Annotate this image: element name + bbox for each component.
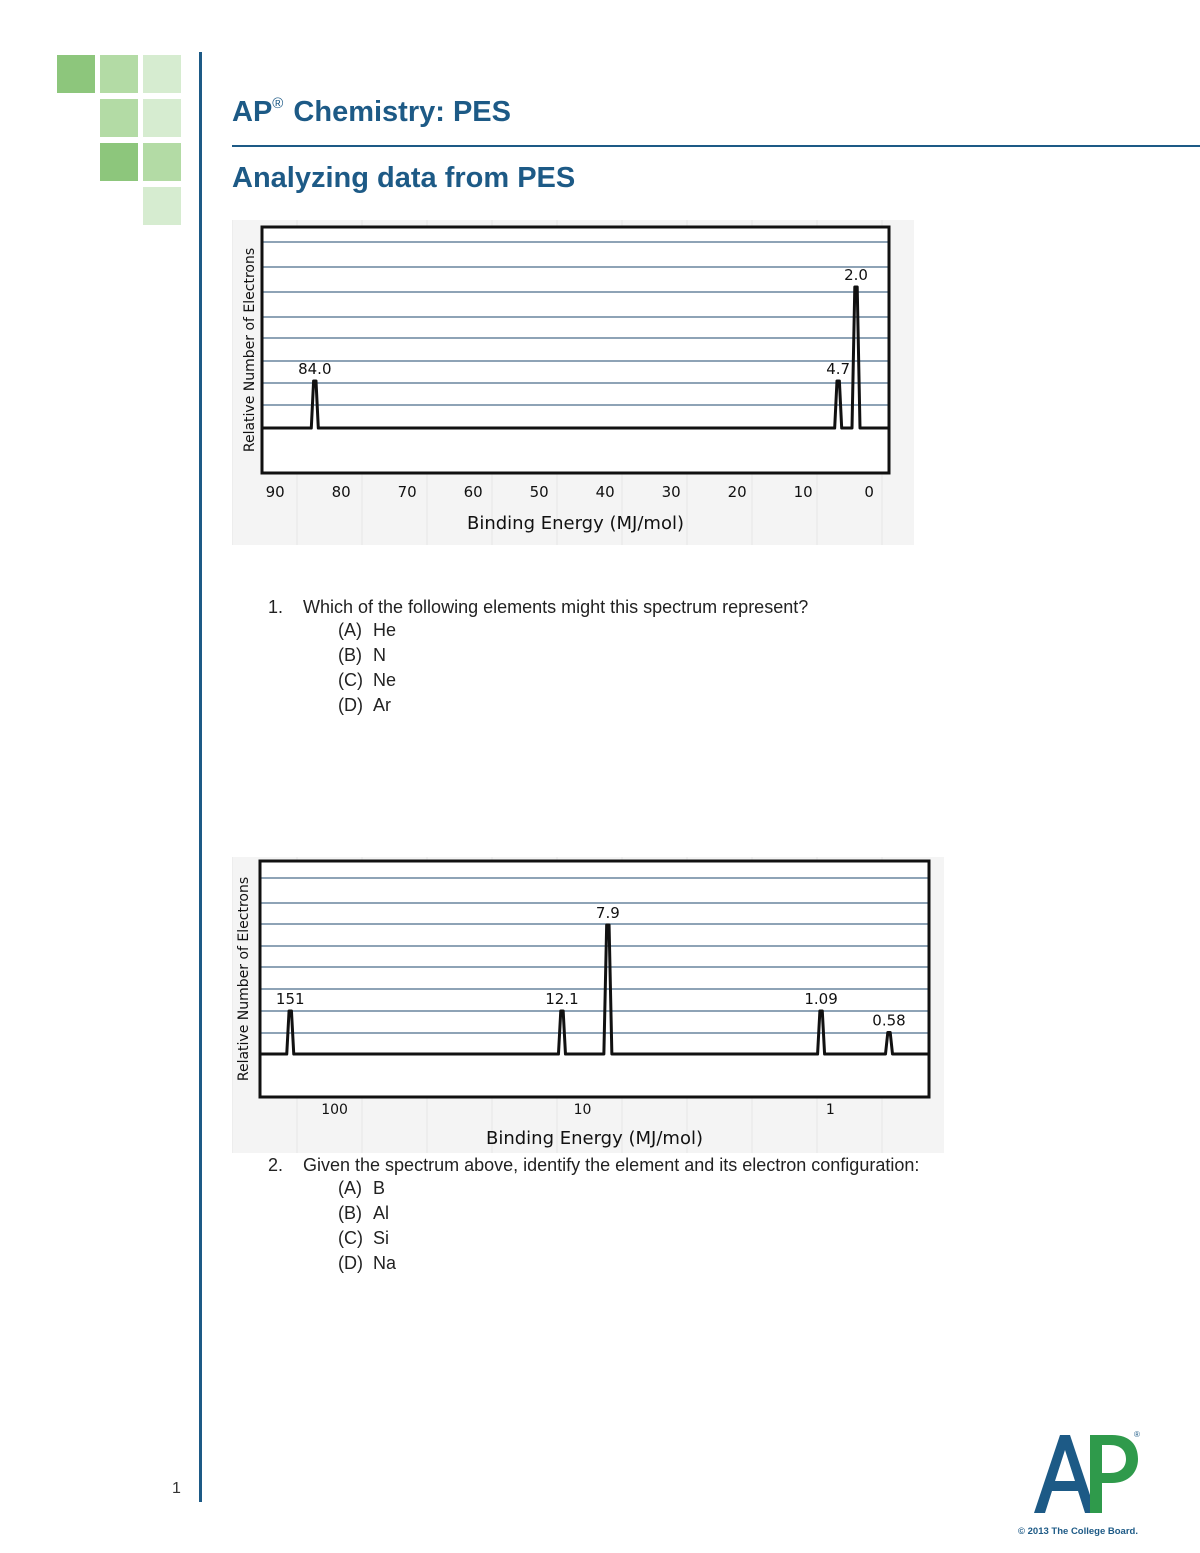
option-label: (C) xyxy=(338,1228,363,1248)
question-stem xyxy=(268,597,808,618)
decor-square xyxy=(143,187,181,225)
x-tick-label: 100 xyxy=(321,1102,348,1118)
decor-square xyxy=(100,99,138,137)
peak-label: 151 xyxy=(275,990,305,1008)
title-rest: Chemistry: PES xyxy=(293,96,511,128)
x-tick-label: 60 xyxy=(463,483,483,501)
peak-label: 4.7 xyxy=(826,360,851,378)
x-tick-label: 90 xyxy=(265,483,285,501)
page-number: 1 xyxy=(172,1480,181,1497)
x-tick-label: 1 xyxy=(825,1102,835,1118)
answer-option[interactable] xyxy=(338,643,808,668)
decor-square xyxy=(100,143,138,181)
x-tick-label: 10 xyxy=(573,1102,592,1118)
x-tick-label: 80 xyxy=(331,483,351,501)
question-1 xyxy=(268,597,808,718)
x-tick-label: 0 xyxy=(864,483,874,501)
left-margin-rule xyxy=(199,52,202,1502)
x-tick-label: 40 xyxy=(595,483,615,501)
answer-option[interactable] xyxy=(338,618,808,643)
decor-square xyxy=(57,55,95,93)
x-tick-label: 30 xyxy=(661,483,681,501)
x-axis-label: Binding Energy (MJ/mol) xyxy=(467,513,684,534)
option-label: (B) xyxy=(338,1203,362,1223)
option-text: Ar xyxy=(373,695,391,715)
title-ap: AP xyxy=(232,96,273,128)
pes-chart-2 xyxy=(232,857,944,1153)
ap-logo-mark xyxy=(1034,1435,1138,1513)
answer-option[interactable] xyxy=(338,693,808,718)
answer-option[interactable] xyxy=(338,668,808,693)
peak-label: 7.9 xyxy=(595,904,620,922)
ap-logo xyxy=(1030,1425,1142,1520)
answer-option[interactable] xyxy=(338,1201,919,1226)
option-text: Si xyxy=(373,1228,390,1248)
x-tick-label: 20 xyxy=(727,483,747,501)
peak-label: 2.0 xyxy=(844,266,868,284)
section-heading: Analyzing data from PES xyxy=(232,162,576,194)
x-axis-label: Binding Energy (MJ/mol) xyxy=(486,1128,703,1149)
option-label: (C) xyxy=(338,670,363,690)
plot-area xyxy=(262,227,889,473)
question-text: Which of the following elements might this spectrum represent? xyxy=(303,597,809,617)
peak-label: 84.0 xyxy=(298,360,332,378)
option-label: (A) xyxy=(338,620,362,640)
option-label: (A) xyxy=(338,1178,362,1198)
answer-options xyxy=(338,1176,919,1276)
option-text: Ne xyxy=(373,670,397,690)
question-stem xyxy=(268,1155,919,1176)
y-axis-label: Relative Number of Electrons xyxy=(242,247,258,453)
option-text: He xyxy=(373,620,397,640)
answer-option[interactable] xyxy=(338,1226,919,1251)
decor-square xyxy=(143,99,181,137)
decor-square xyxy=(143,55,181,93)
logo-registered-mark: ® xyxy=(1134,1430,1140,1439)
decor-square xyxy=(100,55,138,93)
peak-label: 12.1 xyxy=(545,990,579,1008)
option-label: (D) xyxy=(338,1253,363,1273)
option-label: (B) xyxy=(338,645,362,665)
x-tick-label: 70 xyxy=(397,483,417,501)
question-number: 1. xyxy=(268,597,284,617)
question-number: 2. xyxy=(268,1155,284,1175)
option-text: B xyxy=(373,1178,386,1198)
answer-option[interactable] xyxy=(338,1176,919,1201)
y-axis-label: Relative Number of Electrons xyxy=(236,876,252,1082)
copyright-notice: © 2013 The College Board. xyxy=(1018,1526,1138,1537)
registered-mark: ® xyxy=(272,95,284,113)
plot-area xyxy=(260,861,929,1097)
page-title xyxy=(232,96,511,129)
option-text: Na xyxy=(373,1253,397,1273)
pes-chart-1 xyxy=(232,220,914,545)
option-text: N xyxy=(373,645,386,665)
x-tick-label: 10 xyxy=(793,483,813,501)
question-text: Given the spectrum above, identify the element and its electron configuration: xyxy=(303,1155,920,1175)
x-tick-label: 50 xyxy=(529,483,549,501)
title-divider xyxy=(232,145,1200,147)
question-2 xyxy=(268,1155,919,1276)
peak-label: 0.58 xyxy=(872,1011,906,1030)
answer-option[interactable] xyxy=(338,1251,919,1276)
decor-square xyxy=(143,143,181,181)
option-text: Al xyxy=(373,1203,390,1223)
option-label: (D) xyxy=(338,695,363,715)
answer-options xyxy=(338,618,808,718)
peak-label: 1.09 xyxy=(804,990,838,1008)
